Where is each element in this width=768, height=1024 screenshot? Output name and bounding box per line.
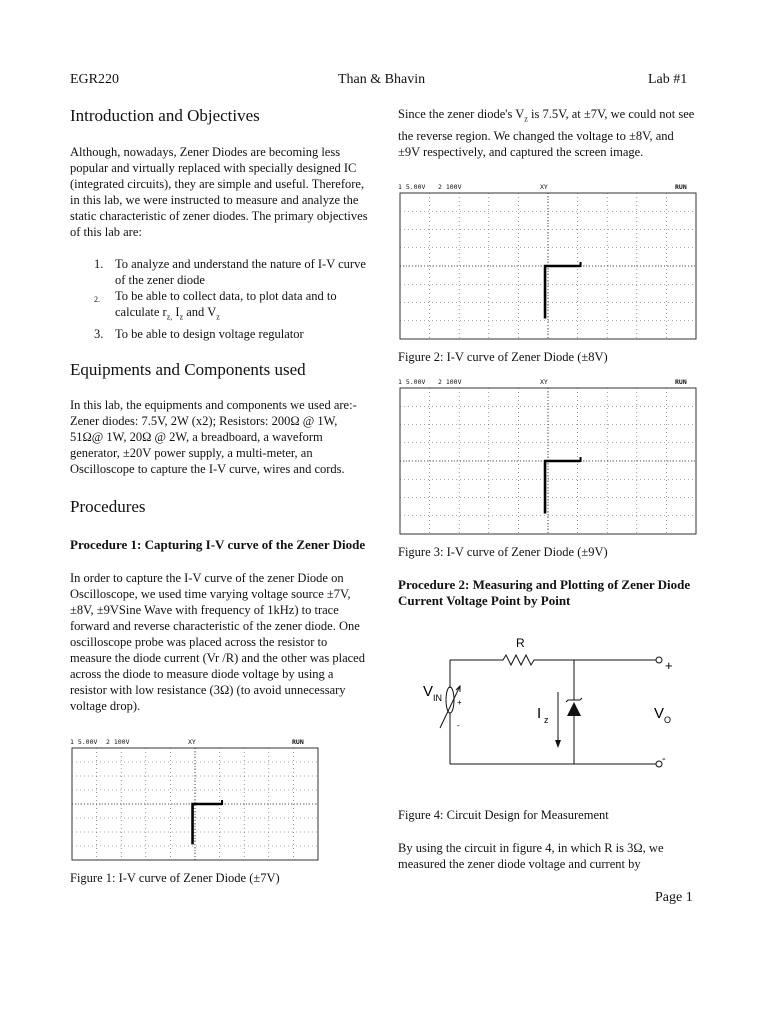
vin-sub-label: IN (433, 693, 442, 703)
scope-status-bar: 1 5.00V 2 100V XY RUN (70, 738, 304, 746)
left-column (70, 106, 370, 714)
circuit-diagram (398, 632, 698, 777)
figure2-caption: Figure 2: I-V curve of Zener Diode (±8V) (398, 350, 608, 364)
zener-diode-icon (567, 702, 581, 716)
vin-label: V (423, 683, 434, 700)
iv-curve-trace (193, 800, 223, 844)
iv-curve-plot (398, 386, 698, 536)
procedure1-heading: Procedure 1: Capturing I-V curve of the Zener Diode (70, 536, 366, 552)
resistor-label: R (516, 636, 525, 650)
header-course: EGR220 (70, 72, 119, 87)
scope-figure-2 (398, 183, 698, 341)
objective-item: 1. To analyze and understand the nature of I-V curve of the zener diode (94, 257, 366, 287)
figure1-caption: Figure 1: I-V curve of Zener Diode (±7V) (70, 871, 280, 885)
iv-curve-plot (398, 191, 698, 341)
scope-status-bar: 1 5.00V 2 100V XY RUN (398, 183, 687, 191)
equipment-heading: Equipments and Components used (70, 359, 306, 379)
procedure2-paragraph: By using the circuit in figure 4, in which R is 3Ω, we measured the zener diode voltage and current by (398, 841, 664, 871)
output-minus-label: - (662, 753, 666, 765)
right-intro-paragraph: Since the zener diode's $V_z$ is 7.5V, at ±7V, we could not see the reverse region. We changed the voltage to ±8V, and ±9V respectively, and captured the screen image. (398, 107, 695, 159)
vo-label: V (654, 705, 665, 722)
page-number: Page 1 (655, 890, 693, 905)
iz-sub-label: z (544, 715, 549, 725)
source-minus-label: - (457, 721, 460, 730)
intro-paragraph: Although, nowadays, Zener Diodes are becoming less popular and virtually replaced with specially designed IC (integrated circuits), they are simple and useful. Therefore, in this lab, we were instructed to measure and analyze the static characteristic of zener diodes. The primary objectives of this lab are: (70, 145, 368, 239)
header-authors: Than & Bhavin (338, 72, 426, 87)
equipment-paragraph: In this lab, the equipments and components we used are:- Zener diodes: 7.5V, 2W (x2); Resistors: 200Ω @ 1W, 51Ω@ 1W, 20Ω @ 2W, a breadboard, a waveform generator, ±20V power supply, a multi-meter, an Oscilloscope to capture the I-V curve, wires and cords. (70, 397, 357, 476)
objective-item: 3. To be able to design voltage regulator (94, 326, 304, 341)
procedures-heading: Procedures (70, 496, 146, 516)
procedure2-heading: Procedure 2: Measuring and Plotting of Zener Diode Current Voltage Point by Point (398, 577, 691, 608)
top-wire-resistor (450, 655, 656, 665)
output-plus-label: + (665, 658, 673, 673)
scope-figure-3 (398, 378, 698, 536)
current-arrow-head (555, 740, 561, 748)
figure3-caption: Figure 3: I-V curve of Zener Diode (±9V) (398, 545, 608, 559)
objective-item: 2. To be able to collect data, to plot data and to calculate $r_{z,}$ $I_z$ and $V_z$ (94, 289, 337, 322)
iv-curve-trace (545, 457, 581, 514)
output-terminal-plus (656, 657, 662, 663)
intro-heading: Introduction and Objectives (70, 106, 260, 125)
iz-label: I (537, 705, 542, 722)
figure4-caption: Figure 4: Circuit Design for Measurement (398, 808, 609, 822)
scope-figure-1 (70, 738, 320, 862)
source-plus-label: + (457, 698, 462, 707)
iv-curve-plot (70, 746, 320, 862)
objectives-list (70, 256, 370, 342)
header-lab: Lab #1 (648, 72, 688, 87)
vo-sub-label: O (664, 715, 672, 725)
scope-status-bar: 1 5.00V 2 100V XY RUN (398, 378, 687, 386)
iv-curve-trace (545, 262, 581, 319)
procedure1-paragraph: In order to capture the I-V curve of the zener Diode on Oscilloscope, we used time varying voltage source ±7V, ±8V, ±9VSine Wave with frequency of 1kHz) to trace forward and reverse characteristic of the zener diode. One oscilloscope probe was placed across the resistor to measure the diode current (Vr /R) and the other was placed across the diode to measure diode voltage by using a resistor with low resistance (3Ω) (to avoid unnecessary voltage drop). (70, 570, 365, 713)
